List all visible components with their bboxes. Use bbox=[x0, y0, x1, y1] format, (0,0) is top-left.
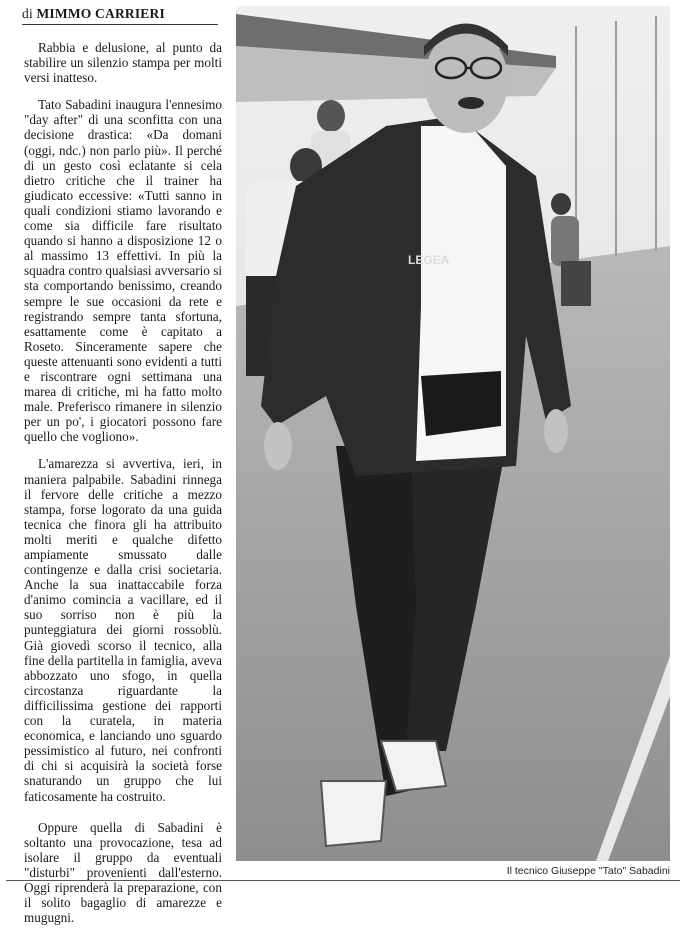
byline-prefix: di bbox=[22, 6, 33, 21]
article-paragraph: L'amarezza si avvertiva, ieri, in maniera palpabile. Sabadini rinnega il fervore delle critiche a mezzo stampa, forse logorato da una guida tecnica che finora gli ha attribuito molti meriti e qualche difetto ampiamente smussato dalle contingenze e dalla crisi societaria. Anche la sua inattaccabile forza d'animo comincia a vacillare, ed il suo sorriso non è più la punteggiatura dei giorni rossoblù. Già giovedì scorso il tecnico, alla fine della partitella in famiglia, aveva abbozzato uno sfogo, in quella circostanza riguardante la difficilissima gestione dei rapporti con la curatela, in materia economica, e lanciando uno sguardo pessimistico al futuro, nei confronti di chi si acquisirà la società forse snaturando un gruppo che lui faticosamente ha costruito. bbox=[24, 456, 222, 804]
coach-photo bbox=[236, 6, 670, 861]
byline bbox=[22, 5, 218, 25]
footer-divider bbox=[6, 880, 680, 881]
article-paragraph: Tato Sabadini inaugura l'ennesimo "day after" di una sconfitta con una decisione drastica: «Da domani (oggi, ndc.) non parlo più». Il perché di un gesto così eclatante si cela dietro critiche che il trainer ha giudicato eccessive: «Tutti sanno in quali condizioni stiamo lavorando e come sia difficile fare risultato quando si hanno a disposizione 12 o al massimo 13 effettivi. In più la squadra contro qualsiasi avversario si sta comportando benissimo, creando sempre le sue occasioni da rete e registrando sempre tanta sfortuna, esattamente come è capitato a Roseto. Sinceramente sapere che queste attenuanti sono evidenti a tutti e riscontrare ogni settimana una marea di critiche, mi ha fatto molto male. Preferisco rimanere in silenzio per un po', i giocatori possono fare quello che vogliono». bbox=[24, 97, 222, 445]
article-body bbox=[24, 40, 222, 937]
byline-author: MIMMO CARRIERI bbox=[36, 6, 165, 21]
photo-caption: Il tecnico Giuseppe "Tato" Sabadini bbox=[506, 865, 670, 877]
article-paragraph: Rabbia e delusione, al punto da stabilire un silenzio stampa per molti versi inatteso. bbox=[24, 40, 222, 86]
jacket-logo-text: LEGEA bbox=[408, 253, 450, 267]
article-paragraph: Oppure quella di Sabadini è soltanto una provocazione, tesa ad isolare il gruppo da eventuali "disturbi" provenienti dall'esterno. Oggi riprenderà la preparazione, con il solito bagaglio di amarezze e mugugni. bbox=[24, 819, 222, 926]
